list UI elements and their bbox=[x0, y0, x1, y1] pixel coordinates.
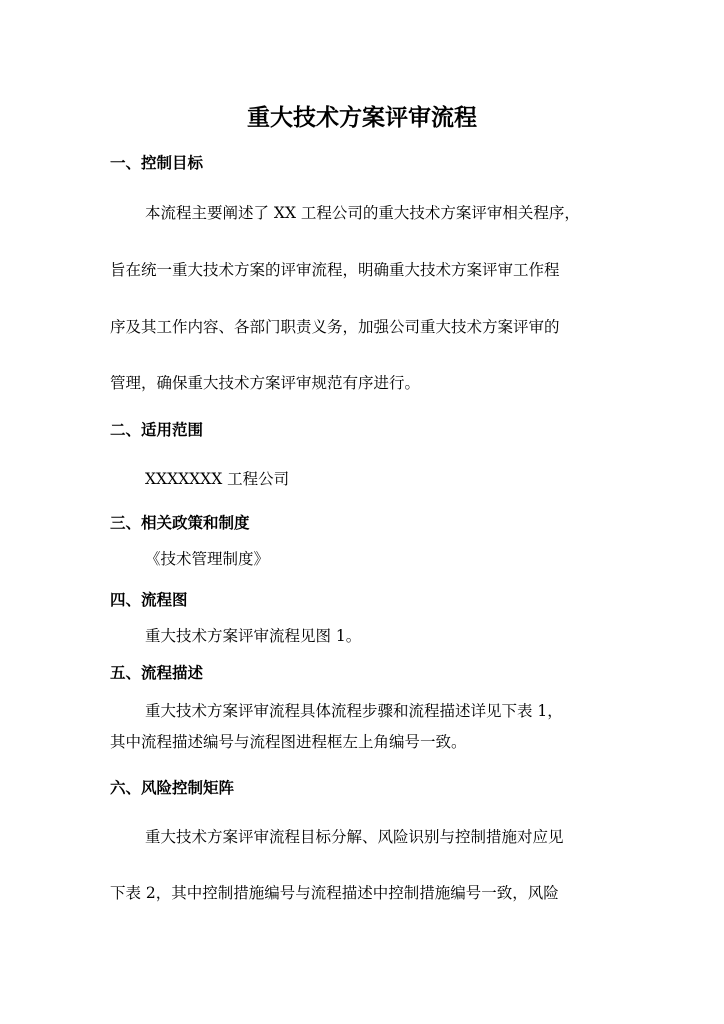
paragraph-line: 旨在统一重大技术方案的评审流程，明确重大技术方案评审工作程 bbox=[110, 261, 560, 279]
section-heading-process-description: 五、流程描述 bbox=[110, 664, 204, 682]
section-heading-risk-control-matrix: 六、风险控制矩阵 bbox=[110, 779, 235, 797]
paragraph-line: 序及其工作内容、各部门职责义务，加强公司重大技术方案评审的 bbox=[110, 318, 560, 336]
paragraph-line: 其中流程描述编号与流程图进程框左上角编号一致。 bbox=[110, 733, 467, 751]
paragraph-line: 《技术管理制度》 bbox=[145, 550, 270, 568]
paragraph-line: 重大技术方案评审流程见图 1。 bbox=[145, 627, 362, 645]
section-heading-policies: 三、相关政策和制度 bbox=[110, 514, 250, 532]
section-heading-control-objective: 一、控制目标 bbox=[110, 154, 204, 172]
paragraph-line: 重大技术方案评审流程具体流程步骤和流程描述详见下表 1， bbox=[145, 702, 563, 720]
paragraph-line: 管理，确保重大技术方案评审规范有序进行。 bbox=[110, 374, 421, 392]
paragraph-line: 重大技术方案评审流程目标分解、风险识别与控制措施对应见 bbox=[145, 828, 564, 846]
section-heading-scope: 二、适用范围 bbox=[110, 421, 204, 439]
document-title: 重大技术方案评审流程 bbox=[247, 105, 477, 131]
paragraph-line: 下表 2，其中控制措施编号与流程描述中控制措施编号一致，风险 bbox=[110, 884, 559, 902]
paragraph-line: 本流程主要阐述了 XX 工程公司的重大技术方案评审相关程序， bbox=[145, 204, 580, 222]
paragraph-line: XXXXXXX 工程公司 bbox=[145, 470, 290, 488]
section-heading-flowchart: 四、流程图 bbox=[110, 591, 188, 609]
